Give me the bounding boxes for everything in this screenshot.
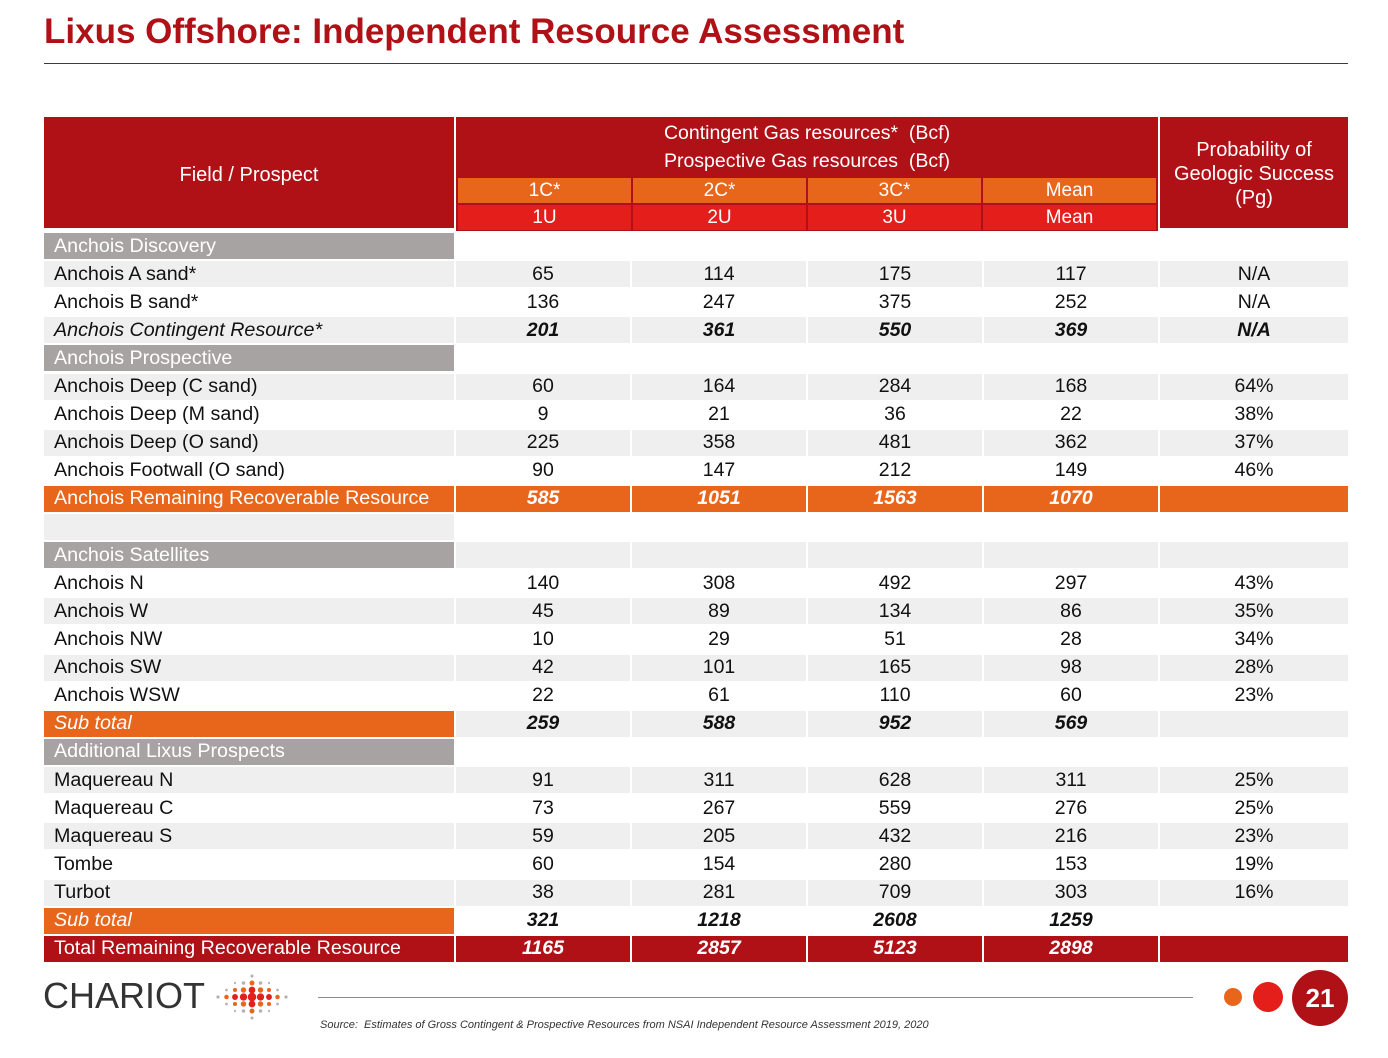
cell-3c-3u: 2608: [808, 908, 982, 934]
row-label: Anchois Deep (C sand): [44, 374, 454, 400]
cell-mean: [984, 514, 1158, 540]
subtotal-row: [44, 711, 1348, 737]
cell-mean: 28: [984, 627, 1158, 653]
row-label: Tombe: [44, 851, 454, 877]
data-row: [44, 598, 1348, 624]
cell-1c-1u: 42: [456, 655, 630, 681]
cell-mean: 153: [984, 851, 1158, 877]
section-row: [44, 542, 1348, 568]
page-number: 21: [1305, 983, 1335, 1013]
logo-dot: [267, 988, 271, 992]
cell-mean: 297: [984, 570, 1158, 596]
cell-pg: 16%: [1160, 880, 1348, 906]
cell-1c-1u: [456, 542, 630, 568]
row-label: Anchois A sand*: [44, 261, 454, 287]
row-label: Anchois Satellites: [44, 542, 454, 568]
cell-1c-1u: 59: [456, 823, 630, 849]
cell-pg: 46%: [1160, 458, 1348, 484]
cell-2c-2u: 281: [632, 880, 806, 906]
cell-mean: 216: [984, 823, 1158, 849]
cell-mean: 252: [984, 289, 1158, 315]
cell-pg: [1160, 345, 1348, 371]
logo-dot: [232, 994, 238, 1000]
cell-1c-1u: 259: [456, 711, 630, 737]
logo-dot: [258, 987, 263, 992]
cell-mean: [984, 345, 1158, 371]
cell-2c-2u: 205: [632, 823, 806, 849]
cell-3c-3u: 1563: [808, 486, 982, 512]
header-col-3u: 3U: [808, 205, 981, 230]
cell-pg: N/A: [1160, 289, 1348, 315]
cell-1c-1u: 10: [456, 627, 630, 653]
cell-3c-3u: 36: [808, 402, 982, 428]
cell-3c-3u: [808, 542, 982, 568]
logo-dot: [268, 982, 270, 984]
cell-1c-1u: [456, 514, 630, 540]
cell-3c-3u: 481: [808, 430, 982, 456]
cell-pg: 23%: [1160, 823, 1348, 849]
cell-2c-2u: 1051: [632, 486, 806, 512]
logo-dot: [224, 995, 229, 1000]
header-field-prospect: Field / Prospect: [44, 117, 454, 228]
header-col-mean-contingent: Mean: [983, 178, 1156, 203]
cell-mean: 1259: [984, 908, 1158, 934]
logo-dot: [267, 1002, 271, 1006]
header-prospective-title: Prospective Gas resources (Bcf): [663, 150, 951, 172]
logo-dot: [259, 981, 263, 985]
row-label: Anchois W: [44, 598, 454, 624]
data-row: [44, 880, 1348, 906]
cell-2c-2u: [632, 233, 806, 259]
cell-mean: 86: [984, 598, 1158, 624]
cell-3c-3u: 51: [808, 627, 982, 653]
cell-1c-1u: 60: [456, 374, 630, 400]
header-prospective-columns: [458, 205, 1156, 230]
cell-2c-2u: [632, 542, 806, 568]
logo-dot: [266, 994, 272, 1000]
header-col-2c: 2C*: [633, 178, 806, 203]
cell-3c-3u: 628: [808, 767, 982, 793]
cell-pg: 43%: [1160, 570, 1348, 596]
header-resources: [456, 117, 1158, 231]
logo-dot: [216, 995, 219, 998]
cell-2c-2u: 308: [632, 570, 806, 596]
logo-dot: [233, 988, 237, 992]
logo-dot: [268, 1010, 270, 1012]
cell-1c-1u: 22: [456, 683, 630, 709]
cell-mean: 276: [984, 795, 1158, 821]
data-row: [44, 655, 1348, 681]
row-label: Maquereau S: [44, 823, 454, 849]
cell-2c-2u: 588: [632, 711, 806, 737]
cell-1c-1u: [456, 739, 630, 765]
total-row: [44, 936, 1348, 962]
cell-1c-1u: 136: [456, 289, 630, 315]
cell-mean: 149: [984, 458, 1158, 484]
logo-dot: [258, 1001, 263, 1006]
slide-title: Lixus Offshore: Independent Resource Assessment: [44, 12, 905, 51]
cell-1c-1u: [456, 345, 630, 371]
data-row: [44, 261, 1348, 287]
cell-2c-2u: 164: [632, 374, 806, 400]
cell-2c-2u: 147: [632, 458, 806, 484]
cell-mean: 168: [984, 374, 1158, 400]
cell-3c-3u: [808, 233, 982, 259]
row-label: Anchois Remaining Recoverable Resource: [44, 486, 454, 512]
cell-3c-3u: 280: [808, 851, 982, 877]
cell-pg: N/A: [1160, 317, 1348, 343]
row-label: Sub total: [44, 711, 454, 737]
logo-dot: [248, 993, 257, 1002]
row-label: Anchois N: [44, 570, 454, 596]
decorative-orange-dot: [1224, 988, 1242, 1006]
cell-2c-2u: [632, 345, 806, 371]
cell-pg: 19%: [1160, 851, 1348, 877]
cell-2c-2u: 61: [632, 683, 806, 709]
logo-dot: [249, 987, 256, 994]
page-number-badge: [1292, 970, 1348, 1026]
cell-2c-2u: 311: [632, 767, 806, 793]
row-label: Anchois Prospective: [44, 345, 454, 371]
cell-pg: [1160, 936, 1348, 962]
cell-3c-3u: 492: [808, 570, 982, 596]
footer-divider: [318, 997, 1193, 998]
source-note: Source: Estimates of Gross Contingent & Prospective Resources from NSAI Independent Resource Assessment 2019, 2020: [320, 1019, 929, 1031]
cell-pg: 25%: [1160, 767, 1348, 793]
data-row: [44, 851, 1348, 877]
logo-dot: [241, 987, 246, 992]
cell-mean: 569: [984, 711, 1158, 737]
cell-1c-1u: 45: [456, 598, 630, 624]
logo-dot: [234, 1010, 236, 1012]
logo-dot: [257, 993, 264, 1000]
cell-2c-2u: 2857: [632, 936, 806, 962]
header-probability-of-success: [1160, 117, 1348, 228]
cell-mean: 1070: [984, 486, 1158, 512]
cell-mean: 98: [984, 655, 1158, 681]
row-label: [44, 514, 454, 540]
cell-mean: [984, 542, 1158, 568]
header-contingent-title: Contingent Gas resources* (Bcf): [663, 122, 951, 144]
cell-pg: 25%: [1160, 795, 1348, 821]
cell-3c-3u: 952: [808, 711, 982, 737]
cell-1c-1u: 585: [456, 486, 630, 512]
row-label: Anchois Footwall (O sand): [44, 458, 454, 484]
data-row: [44, 823, 1348, 849]
chariot-logo-text: CHARIOT: [43, 975, 205, 1016]
logo-dot: [240, 993, 247, 1000]
cell-pg: 34%: [1160, 627, 1348, 653]
resource-table: [44, 117, 1348, 964]
cell-1c-1u: 90: [456, 458, 630, 484]
row-label: Maquereau N: [44, 767, 454, 793]
logo-dot: [233, 1002, 237, 1006]
cell-2c-2u: 361: [632, 317, 806, 343]
cell-2c-2u: 1218: [632, 908, 806, 934]
subtotal-row: [44, 908, 1348, 934]
cell-2c-2u: 267: [632, 795, 806, 821]
section-row: [44, 345, 1348, 371]
cell-3c-3u: 134: [808, 598, 982, 624]
title-divider: [44, 63, 1348, 64]
decorative-red-dot: [1253, 982, 1283, 1012]
logo-dot: [276, 1003, 279, 1006]
cell-1c-1u: 38: [456, 880, 630, 906]
data-row: [44, 402, 1348, 428]
logo-dot: [225, 989, 228, 992]
cell-2c-2u: 114: [632, 261, 806, 287]
cell-1c-1u: 91: [456, 767, 630, 793]
row-label: Anchois NW: [44, 627, 454, 653]
logo-dot: [250, 981, 255, 986]
cell-pg: [1160, 233, 1348, 259]
row-label: Turbot: [44, 880, 454, 906]
chariot-logo-mark: [212, 972, 292, 1022]
cell-1c-1u: 73: [456, 795, 630, 821]
cell-pg: 35%: [1160, 598, 1348, 624]
cell-3c-3u: [808, 514, 982, 540]
cell-3c-3u: [808, 345, 982, 371]
cell-2c-2u: [632, 514, 806, 540]
header-pg-line: Probability of: [1196, 139, 1312, 161]
data-row: [44, 430, 1348, 456]
row-label: Anchois Discovery: [44, 233, 454, 259]
logo-dot: [259, 1009, 263, 1013]
data-row: [44, 683, 1348, 709]
logo-dot: [250, 1009, 255, 1014]
cell-1c-1u: 225: [456, 430, 630, 456]
blank-row: [44, 514, 1348, 540]
cell-1c-1u: 60: [456, 851, 630, 877]
row-label: Maquereau C: [44, 795, 454, 821]
cell-3c-3u: 110: [808, 683, 982, 709]
cell-1c-1u: 1165: [456, 936, 630, 962]
cell-pg: [1160, 542, 1348, 568]
logo-dot: [241, 1001, 246, 1006]
logo-dot: [242, 1009, 246, 1013]
logo-dot: [249, 1001, 256, 1008]
logo-dot: [250, 974, 253, 977]
logo-dot: [250, 1016, 253, 1019]
cell-3c-3u: [808, 739, 982, 765]
cell-mean: [984, 233, 1158, 259]
data-row: [44, 289, 1348, 315]
cell-1c-1u: 65: [456, 261, 630, 287]
cell-3c-3u: 175: [808, 261, 982, 287]
cell-pg: 23%: [1160, 683, 1348, 709]
cell-2c-2u: 358: [632, 430, 806, 456]
cell-3c-3u: 212: [808, 458, 982, 484]
cell-3c-3u: 165: [808, 655, 982, 681]
row-label: Anchois B sand*: [44, 289, 454, 315]
logo-dot: [234, 982, 236, 984]
row-label: Sub total: [44, 908, 454, 934]
header-pg-line: Geologic Success: [1173, 163, 1335, 185]
cell-pg: [1160, 514, 1348, 540]
summary-row: [44, 317, 1348, 343]
cell-3c-3u: 559: [808, 795, 982, 821]
cell-2c-2u: 89: [632, 598, 806, 624]
cell-pg: [1160, 711, 1348, 737]
logo-dot: [242, 981, 246, 985]
row-label: Anchois Deep (M sand): [44, 402, 454, 428]
cell-pg: 64%: [1160, 374, 1348, 400]
logo-dot: [275, 995, 280, 1000]
table-body: [44, 233, 1348, 964]
logo-dot: [225, 1003, 228, 1006]
cell-2c-2u: 29: [632, 627, 806, 653]
row-label: Anchois WSW: [44, 683, 454, 709]
row-label: Additional Lixus Prospects: [44, 739, 454, 765]
cell-2c-2u: 101: [632, 655, 806, 681]
data-row: [44, 767, 1348, 793]
cell-pg: 37%: [1160, 430, 1348, 456]
cell-pg: [1160, 908, 1348, 934]
section-row: [44, 739, 1348, 765]
cell-1c-1u: 140: [456, 570, 630, 596]
header-col-3c: 3C*: [808, 178, 981, 203]
cell-3c-3u: 709: [808, 880, 982, 906]
data-row: [44, 374, 1348, 400]
header-col-1u: 1U: [458, 205, 631, 230]
cell-1c-1u: 9: [456, 402, 630, 428]
cell-3c-3u: 432: [808, 823, 982, 849]
row-label: Total Remaining Recoverable Resource: [44, 936, 454, 962]
data-row: [44, 570, 1348, 596]
cell-mean: [984, 739, 1158, 765]
section-row: [44, 233, 1348, 259]
cell-mean: 311: [984, 767, 1158, 793]
header-col-1c: 1C*: [458, 178, 631, 203]
cell-pg: N/A: [1160, 261, 1348, 287]
header-col-mean-prospective: Mean: [983, 205, 1156, 230]
logo-dot: [284, 995, 287, 998]
cell-pg: [1160, 739, 1348, 765]
header-pg-line: (Pg): [1235, 187, 1273, 209]
data-row: [44, 627, 1348, 653]
data-row: [44, 458, 1348, 484]
cell-3c-3u: 375: [808, 289, 982, 315]
highlight-row: [44, 486, 1348, 512]
cell-mean: 22: [984, 402, 1158, 428]
row-label: Anchois SW: [44, 655, 454, 681]
logo-dot: [276, 989, 279, 992]
cell-1c-1u: 321: [456, 908, 630, 934]
cell-mean: 303: [984, 880, 1158, 906]
cell-pg: 28%: [1160, 655, 1348, 681]
cell-2c-2u: [632, 739, 806, 765]
row-label: Anchois Contingent Resource*: [44, 317, 454, 343]
cell-mean: 369: [984, 317, 1158, 343]
cell-mean: 362: [984, 430, 1158, 456]
cell-2c-2u: 247: [632, 289, 806, 315]
cell-1c-1u: 201: [456, 317, 630, 343]
cell-2c-2u: 21: [632, 402, 806, 428]
cell-pg: [1160, 486, 1348, 512]
cell-3c-3u: 550: [808, 317, 982, 343]
header-col-2u: 2U: [633, 205, 806, 230]
header-contingent-columns: [458, 178, 1156, 203]
cell-3c-3u: 284: [808, 374, 982, 400]
cell-1c-1u: [456, 233, 630, 259]
cell-mean: 60: [984, 683, 1158, 709]
cell-3c-3u: 5123: [808, 936, 982, 962]
cell-2c-2u: 154: [632, 851, 806, 877]
cell-mean: 2898: [984, 936, 1158, 962]
data-row: [44, 795, 1348, 821]
cell-pg: 38%: [1160, 402, 1348, 428]
row-label: Anchois Deep (O sand): [44, 430, 454, 456]
cell-mean: 117: [984, 261, 1158, 287]
